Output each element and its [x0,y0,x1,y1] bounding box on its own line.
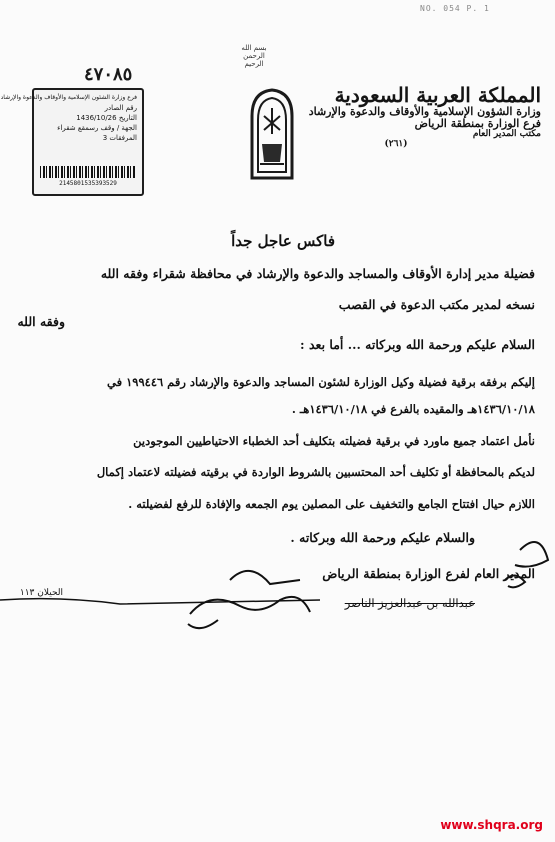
letter-recipient: فضيلة مدير إدارة الأوقاف والمساجد والدعوة والإرشاد في محافظة شقراء وفقه الله [100,266,535,281]
paragraph-2-line-2: لديكم بالمحافظة أو تكليف أحد المحتسبين بالشروط الواردة في برقيته فضيلته لاعتماد إكمال [96,465,535,479]
letterhead-branch: فرع الوزارة بمنطقة الرياض [414,117,541,131]
paragraph-2-line-1: نأمل اعتماد جميع ماورد في برقية فضيلته بتكليف أحد الخطباء الاحتياطيين الموجودين [133,434,535,448]
stamp-line-5: المرفقات 3 [102,134,137,143]
paragraph-1-line-2: ١٤٣٦/١٠/١٨هـ والمقيده بالفرع في ١٤٣٦/١٠/١٨هـ . [291,402,535,416]
signature-name: عبدالله بن عبدالعزيز الناصر [344,596,475,610]
handwritten-signature-icon [0,520,555,660]
stamp-line-1: فرع وزارة الشئون الإسلامية والأوقاف والدعوة والإرشاد [0,94,137,101]
paragraph-2-line-3: اللازم حيال افتتاح الجامع والتخفيف على المصلين يوم الجمعه والإفادة للرفع لفضيلته . [128,497,535,511]
barcode-number: 2145801535393529 [59,180,117,188]
website-watermark: www.shqra.org [440,818,543,832]
stamp-line-4: الجهة / وقف رسمقع شقراء [57,123,137,132]
letter-cc: نسخه لمدير مكتب الدعوة في القصب [338,297,535,312]
letterhead-ref-number: (٢٦١) [384,139,408,150]
crest-caption: بسم الله الرحمن الرحيم [241,44,267,68]
letterhead-office: مكتب المدير العام [472,129,541,140]
margin-note: الحيلان ١١٣ [19,588,63,598]
stamp-line-3: التاريخ 1436/10/26 [76,113,137,122]
stamp-line-2: رقم الصادر [104,103,137,112]
signature-title: المدير العام لفرع الوزارة بمنطقة الرياض [322,566,535,581]
fax-header: NO. 054 P. 1 [420,4,490,13]
letterhead-country: المملكة العربية السعودية [334,83,541,107]
letter-cc-blessing: وفقه الله [17,314,65,329]
letter-closing: والسلام عليكم ورحمة الله وبركاته . [290,530,475,545]
letter-greeting: السلام عليكم ورحمة الله وبركاته ... أما بعد : [300,337,535,352]
letter-title: فاكس عاجل جداً [231,232,335,250]
letterhead-ministry: وزارة الشؤون الإسلامية والأوقاف والدعوة والإرشاد [308,105,541,118]
handwritten-incoming-number: ٤٧٠٨٥ [84,64,133,85]
paragraph-1-line-1: إليكم برفقه برقية فضيلة وكيل الوزارة لشئون المساجد والدعوة والإرشاد رقم ١٩٩٤٤٦ في [107,375,535,389]
